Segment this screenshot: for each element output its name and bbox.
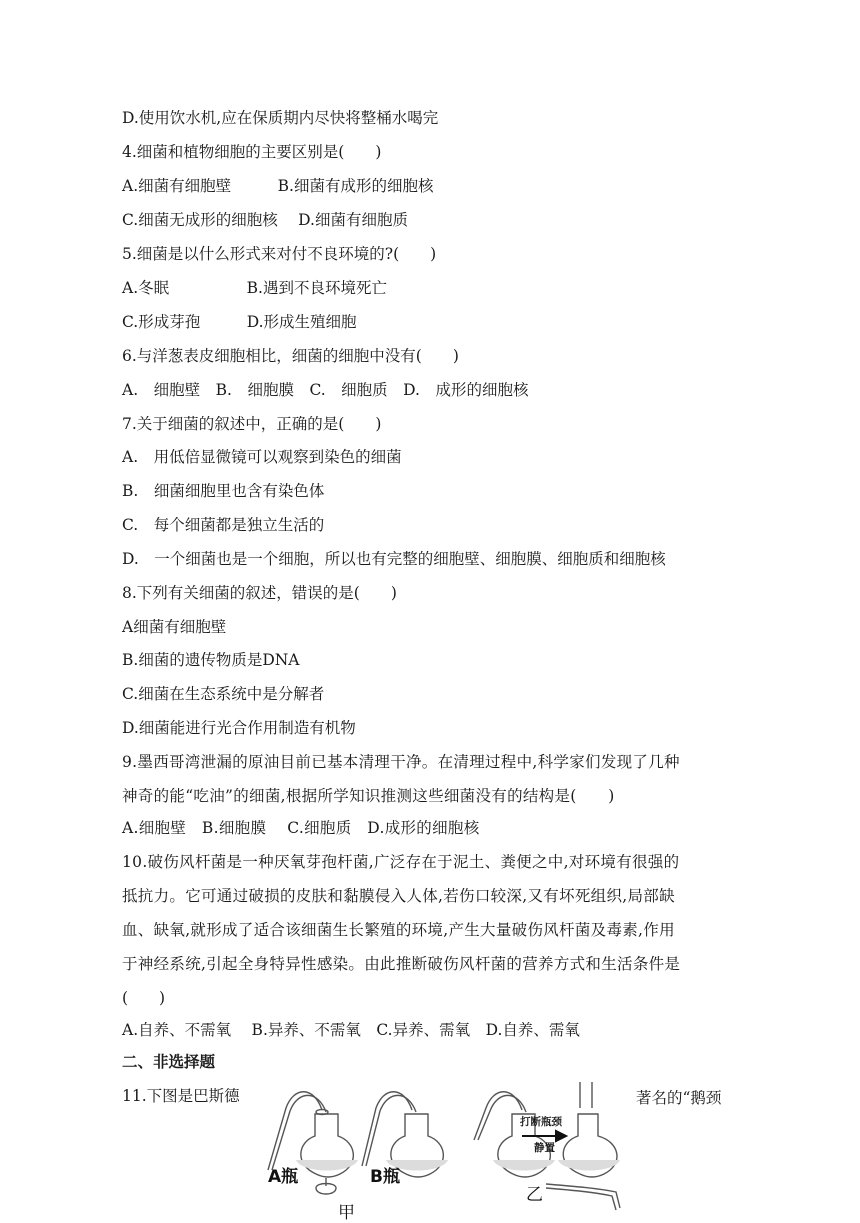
text-line: 9.墨西哥湾泄漏的原油目前已基本清理干净。在清理过程中,科学家们发现了几种: [122, 753, 680, 771]
text-line: 血、缺氧,就形成了适合该细菌生长繁殖的环境,产生大量破伤风杆菌及毒素,作用: [122, 921, 675, 939]
flask-yi-left: [474, 1092, 555, 1177]
text-line: 抵抗力。它可通过破损的皮肤和黏膜侵入人体,若伤口较深,又有坏死组织,局部缺: [122, 887, 675, 905]
text-line: B.细菌的遗传物质是DNA: [122, 651, 300, 669]
text-line: 6.与洋葱表皮细胞相比，细菌的细胞中没有( ): [122, 347, 459, 365]
text-line: A.细胞壁 B.细胞膜 C.细胞质 D.成形的细胞核: [122, 819, 480, 837]
figure-yi-label: 乙: [526, 1185, 543, 1205]
text-line: C.细菌无成形的细胞核 D.细菌有细胞质: [122, 211, 408, 229]
section-title: 二、非选择题: [122, 1053, 216, 1071]
text-line: A. 细胞壁 B. 细胞膜 C. 细胞质 D. 成形的细胞核: [122, 381, 529, 399]
text-line: A.自养、不需氧 B.异养、不需氧 C.异养、需氧 D.自养、需氧: [122, 1021, 580, 1039]
text-line: B. 细菌细胞里也含有染色体: [122, 482, 325, 500]
figure-jia-label: 甲: [338, 1203, 355, 1223]
text-line: C. 每个细菌都是独立生活的: [122, 516, 325, 534]
flask-b-label: B瓶: [370, 1167, 400, 1187]
text-line: A. 用低倍显微镜可以观察到染色的细菌: [122, 448, 402, 466]
text-line: 于神经系统,引起全身特异性感染。由此推断破伤风杆菌的营养方式和生活条件是: [122, 955, 681, 973]
text-line: 神奇的能“吃油”的细菌,根据所学知识推测这些细菌没有的结构是( ): [122, 787, 615, 805]
text-line: A.细菌有细胞壁 B.细菌有成形的细胞核: [122, 177, 434, 195]
text-line: 7.关于细菌的叙述中，正确的是( ): [122, 415, 382, 433]
text-line: D.细菌能进行光合作用制造有机物: [122, 719, 356, 737]
text-line: A.冬眠 B.遇到不良环境死亡: [122, 279, 387, 297]
arrow-label-top: 打断瓶颈: [520, 1116, 562, 1128]
flask-yi-right: [546, 1082, 620, 1210]
text-line: 4.细菌和植物细胞的主要区别是( ): [122, 143, 382, 161]
text-line: A细菌有细胞壁: [122, 618, 227, 636]
q11-text-right: 著名的“鹅颈: [636, 1089, 722, 1107]
pasteur-flask-figure: [260, 1078, 640, 1223]
q11-text-left: 11.下图是巴斯德: [122, 1087, 240, 1105]
text-line: 5.细菌是以什么形式来对付不良环境的?( ): [122, 245, 437, 263]
text-line: D. 一个细菌也是一个细胞，所以也有完整的细胞壁、细胞膜、细胞质和细胞核: [122, 550, 666, 568]
text-line: D.使用饮水机,应在保质期内尽快将整桶水喝完: [122, 109, 439, 127]
text-line: C.细菌在生态系统中是分解者: [122, 685, 325, 703]
flask-illustration: [260, 1078, 640, 1216]
text-line: ( ): [122, 989, 166, 1007]
text-line: C.形成芽孢 D.形成生殖细胞: [122, 313, 357, 331]
flask-a-label: A瓶: [268, 1167, 299, 1187]
text-line: 10.破伤风杆菌是一种厌氧芽孢杆菌,广泛存在于泥土、粪便之中,对环境有很强的: [122, 853, 680, 871]
arrow-label-bottom: 静置: [534, 1142, 555, 1154]
text-line: 8.下列有关细菌的叙述，错误的是( ): [122, 584, 397, 602]
